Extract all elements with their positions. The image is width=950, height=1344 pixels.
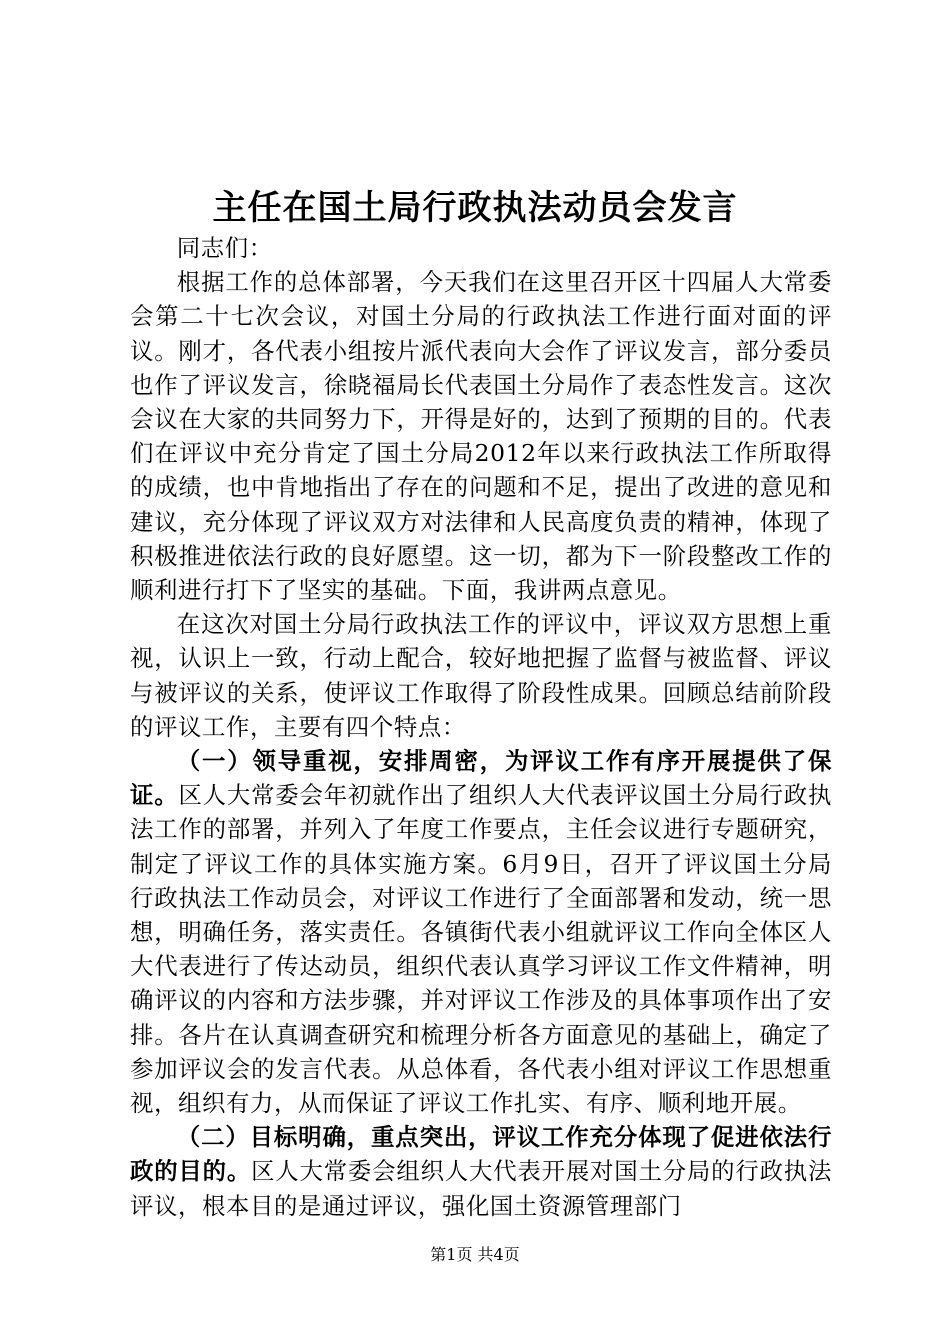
paragraph-1 xyxy=(130,265,832,607)
document-title: 主任在国土局行政执法动员会发言 xyxy=(212,188,738,228)
section-heading-1: （一）领导重视，安排周密，为评议工作有序开展提供了保证。 xyxy=(130,747,832,810)
paragraph-1-text: 根据工作的总体部署，今天我们在这里召开区十四届人大常委会第二十七次会议，对国土分局的行政执法工作进行面对面的评议。刚才，各代表小组按片派代表向大会作了评议发言，部分委员也作了评议发言，徐晓福局长代表国土分局作了表态性发言。这次会议在大家的共同努力下，开得是好的，达到了预期的目的。代表们在评议中充分肯定了国土分局2012年以来行政执法工作所取得的成绩，也中肯地指出了存在的问题和不足，提出了改进的意见和建议，充分体现了评议双方对法律和人民高度负责的精神，体现了积极推进依法行政的良好愿望。这一切，都为下一阶段整改工作的顺利进行打下了坚实的基础。下面，我讲两点意见。 xyxy=(130,268,832,605)
paragraph-3 xyxy=(130,744,832,1120)
document-body xyxy=(130,231,832,1223)
page-footer: 第1页 共4页 xyxy=(430,1245,520,1264)
paragraph-3-text: 区人大常委会年初就作出了组织人大代表评议国土分局行政执法工作的部署，并列入了年度工作要点，主任会议进行专题研究，制定了评议工作的具体实施方案。6月9日，召开了评议国土分局行政执法工作动员会，对评议工作进行了全面部署和发动，统一思想，明确任务，落实责任。各镇街代表小组就评议工作向全体区人大代表进行了传达动员，组织代表认真学习评议工作文件精神，明确评议的内容和方法步骤，并对评议工作涉及的具体事项作出了安排。各片在认真调查研究和梳理分析各方面意见的基础上，确定了参加评议会的发言代表。从总体看，各代表小组对评议工作思想重视，组织有力，从而保证了评议工作扎实、有序、顺利地开展。 xyxy=(130,781,832,1118)
section-heading-2: （二）目标明确，重点突出，评议工作充分体现了促进依法行政的目的。 xyxy=(130,1123,832,1186)
paragraph-2-text: 在这次对国土分局行政执法工作的评议中，评议双方思想上重视，认识上一致，行动上配合，较好地把握了监督与被监督、评议与被评议的关系，使评议工作取得了阶段性成果。回顾总结前阶段的评议工作，主要有四个特点： xyxy=(130,610,832,741)
paragraph-4 xyxy=(130,1120,832,1223)
paragraph-4-text: 区人大常委会组织人大代表开展对国土分局的行政执法评议，根本目的是通过评议，强化国土资源管理部门 xyxy=(130,1157,832,1220)
salutation: 同志们： xyxy=(176,234,273,262)
paragraph-2 xyxy=(130,607,832,744)
